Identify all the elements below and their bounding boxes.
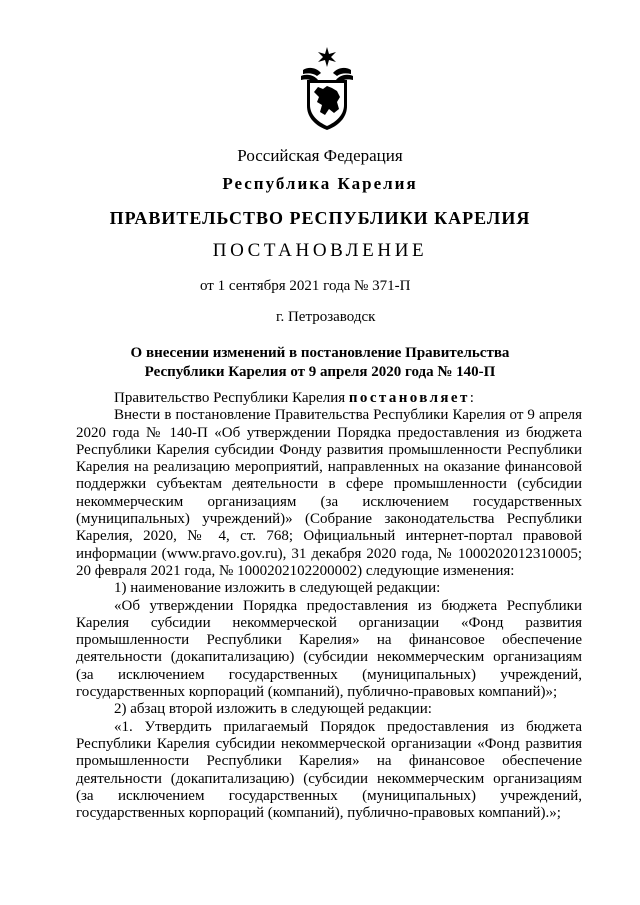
subject-line-2: Республики Карелия от 9 апреля 2020 года № 140-П — [144, 364, 496, 380]
subject-line-1: О внесении изменений в постановление Правительства — [130, 345, 510, 361]
intro-prefix: Правительство Республики Карелия — [114, 390, 349, 406]
paragraph-amendment: Внести в постановление Правительства Республики Карелия от 9 апреля 2020 года № 140-П «Об утверждении Порядка предоставления из бюджета Республики Карелия субсидии Фонду развития промышленности Республики Карелия на реализацию мероприятий, направленных на оказание финансовой поддержки субъектам деятельности в сфере промышленности (субсидии некоммерческим организациям (за исключением государственных (муниципальных) учреждений)» (Собрание законодательства Республики Карелия, 2020, № 4, ст. 768; Официальный интернет-портал правовой информации (www.pravo.gov.ru), 31 декабря 2020 года, № 1000202012310005; 20 февраля 2021 года, № 1000202102200002) следующие изменения: — [76, 407, 582, 579]
paragraph-item-1: 1) наименование изложить в следующей редакции: — [114, 580, 441, 597]
government-title: ПРАВИТЕЛЬСТВО РЕСПУБЛИКИ КАРЕЛИЯ — [109, 208, 531, 228]
intro-paragraph — [76, 390, 582, 407]
intro-verb: постановляет — [348, 390, 470, 406]
document-body — [76, 390, 582, 822]
paragraph-new-title: «Об утверждении Порядка предоставления из бюджета Республики Карелия субсидии некоммерческой организации «Фонд развития промышленности Республики Карелия» на финансовое обеспечение деятельности (докапитализацию) (субсидии некоммерческим организациям (за исключением государственных (муниципальных) учреждений, государственных корпораций (компаний), публично-правовых компаний)»; — [76, 597, 582, 701]
decree-date-number: от 1 сентября 2021 года № 371-П — [200, 278, 411, 294]
paragraph-item-2: 2) абзац второй изложить в следующей редакции: — [114, 701, 432, 718]
karelia-coat-of-arms-icon — [299, 46, 355, 132]
intro-suffix: : — [469, 390, 474, 406]
country-name: Российская Федерация — [237, 146, 403, 165]
city: г. Петрозаводск — [276, 309, 376, 325]
document-type: ПОСТАНОВЛЕНИЕ — [212, 240, 428, 261]
document-subject — [0, 344, 640, 382]
paragraph-new-clause: «1. Утвердить прилагаемый Порядок предоставления из бюджета Республики Карелия субсидии некоммерческой организации «Фонд развития промышленности Республики Карелия» на финансовое обеспечение деятельности (докапитализацию) (субсидии некоммерческим организациям (за исключением государственных (муниципальных) учреждений, государственных корпораций (компаний), публично-правовых компаний).»; — [76, 718, 582, 822]
republic-name: Республика Карелия — [222, 174, 418, 193]
